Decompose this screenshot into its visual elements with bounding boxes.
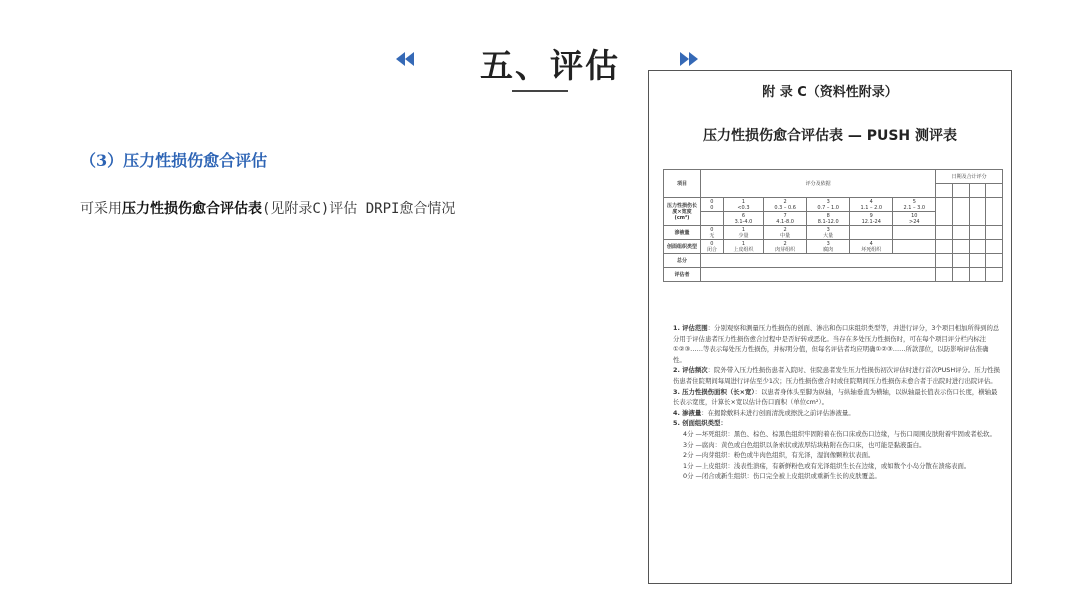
table-row-exudate bbox=[664, 226, 1003, 240]
table-cell: 5 2.1 – 3.0 bbox=[893, 198, 936, 212]
double-right-arrow-icon bbox=[680, 52, 698, 66]
doc-title: 压力性损伤愈合评估表 — PUSH 测评表 bbox=[702, 128, 958, 144]
table-cell: 0 无 bbox=[701, 226, 724, 240]
section-heading: （3）压力性损伤愈合评估 bbox=[80, 151, 268, 170]
table-cell: 4 坏死组织 bbox=[850, 240, 893, 254]
note-2: 2. 评估频次：院外带入压力性损伤患者入院时、住院患者发生压力性损伤初次评估时进行首次PUSH评分。压力性损伤患者住院期间每周进行评估至少1次；压力性损伤愈合时或住院期间压力性损伤未愈合者于出院时进行出院评估。 bbox=[673, 366, 1000, 385]
tissue-note: 1分 —上皮组织：浅表性溃疡，有新鲜粉色或有光泽组织生长在边缘，或如数个小岛分散在溃疡表面。 bbox=[683, 461, 971, 470]
table-row-area-a bbox=[664, 198, 1003, 212]
area-label: 压力性损伤长度×宽度(cm²) bbox=[664, 198, 701, 226]
table-header-row bbox=[664, 170, 1003, 184]
table-cell: 2 0.3 – 0.6 bbox=[764, 198, 807, 212]
table-cell: 9 12.1-24 bbox=[850, 212, 893, 226]
tissue-note: 2分 —肉芽组织：粉色或牛肉色组织，有光泽，湿润像颗粒状表面。 bbox=[683, 451, 875, 460]
table-cell: 3 0.7 – 1.0 bbox=[807, 198, 850, 212]
table-row-total bbox=[664, 254, 1003, 268]
tissue-note: 0分 —闭合或新生组织：伤口完全被上皮组织或重新生长的皮肤覆盖。 bbox=[683, 472, 881, 481]
tissue-note: 3分 —腐肉：黄色或白色组织以条索状或浓厚结块粘附在伤口床，也可能是黏液蛋白。 bbox=[683, 440, 926, 449]
table-cell: 0 0 bbox=[701, 198, 724, 212]
table-cell: 2 中量 bbox=[764, 226, 807, 240]
tissue-note: 4分 —坏死组织：黑色、棕色、棕黑色组织牢固附着在伤口床或伤口边缘，与伤口周围皮肤附着牢固或者松软。 bbox=[683, 429, 996, 438]
table-cell: 7 4.1-8.0 bbox=[764, 212, 807, 226]
appendix-document-image bbox=[648, 70, 1012, 584]
table-row-assessor bbox=[664, 268, 1003, 282]
table-cell: 1 少量 bbox=[723, 226, 763, 240]
page-title: 五、评估 bbox=[480, 46, 620, 85]
table-row-tissue bbox=[664, 240, 1003, 254]
body-bold-term: 压力性损伤愈合评估表 bbox=[122, 201, 262, 217]
body-prefix: 可采用 bbox=[80, 201, 122, 217]
double-left-arrow-icon bbox=[396, 52, 414, 66]
assessor-label: 评估者 bbox=[664, 268, 701, 282]
total-label: 总分 bbox=[664, 254, 701, 268]
note-1: 1. 评估范围：分别观察和测量压力性损伤的创面、渗出和伤口床组织类型等，并进行评分，3个项目相加所得到的总分用于评估患者压力性损伤愈合过程中是否好转或恶化。当存在多处压力性损伤时，可在每个项目评分栏内标注①②③……等表示每处压力性损伤，并标明分值，但每名评估者均应明确①②③……所款部位，以防影响评估准确性。 bbox=[673, 324, 1000, 364]
table-cell: 1 上皮组织 bbox=[723, 240, 763, 254]
body-paragraph bbox=[80, 198, 455, 218]
table-cell: 8 8.1-12.0 bbox=[807, 212, 850, 226]
table-cell: 2 肉芽组织 bbox=[764, 240, 807, 254]
table-cell: 4 1.1 – 2.0 bbox=[850, 198, 893, 212]
note-5-heading: 5. 创面组织类型： bbox=[673, 419, 727, 428]
table-cell: 6 3.1-4.0 bbox=[723, 212, 763, 226]
doc-appendix-heading: 附 录 C（资料性附录） bbox=[762, 85, 898, 100]
title-underline bbox=[512, 90, 568, 92]
table-cell: 3 大量 bbox=[807, 226, 850, 240]
col-date: 日期及合计评分 bbox=[936, 170, 1003, 184]
table-cell: 1 <0.3 bbox=[723, 198, 763, 212]
doc-notes bbox=[661, 323, 1001, 482]
tissue-label: 创面组织类型 bbox=[664, 240, 701, 254]
table-cell: 10 >24 bbox=[893, 212, 936, 226]
push-table bbox=[663, 169, 1003, 282]
col-score: 评分及依据 bbox=[701, 170, 936, 198]
note-4: 4. 渗液量：在揭除敷料未进行创面清洗或擦洗之前评估渗液量。 bbox=[673, 408, 855, 417]
table-cell: 0 闭合 bbox=[701, 240, 724, 254]
note-3: 3. 压力性损伤面积（长×宽）：以患者身体头至脚为纵轴，与纵轴垂直为横轴，以纵轴最长值表示伤口长度，横轴最长表示宽度，计算长×宽以估计伤口面积（单位cm²）。 bbox=[673, 387, 998, 407]
exudate-label: 渗液量 bbox=[664, 226, 701, 240]
col-item: 项目 bbox=[664, 170, 701, 198]
table-cell: 3 腐肉 bbox=[807, 240, 850, 254]
body-suffix: (见附录C)评估 DRPI愈合情况 bbox=[262, 201, 456, 217]
